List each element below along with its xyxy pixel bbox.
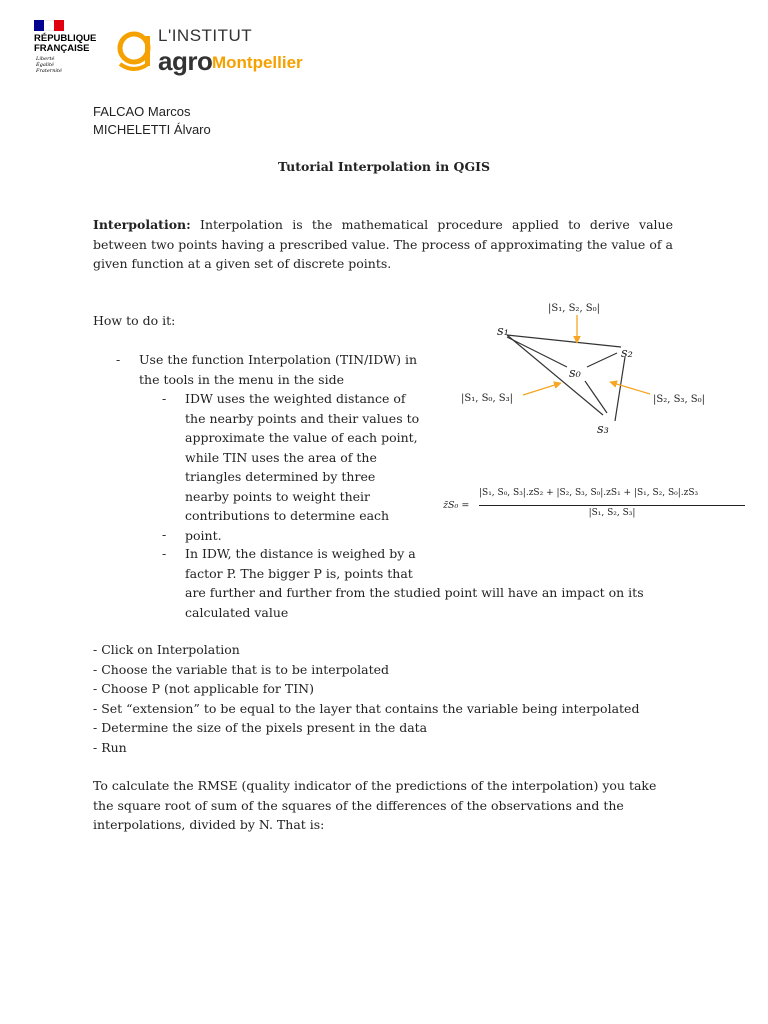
bullet-main-dash: -: [116, 352, 121, 367]
intro-text: Interpolation is the mathematical procedure applied to derive value between two points having a prescribed value. The process of approximating the value of a given function at a given set of discrete points.: [93, 217, 673, 271]
institut-agro-logo: [116, 20, 316, 78]
bullet-sub1-dash: -: [162, 391, 167, 406]
label-left: |S₁, S₀, S₃|: [461, 393, 514, 404]
agro-circle-icon: [116, 28, 156, 72]
author-1: FALCAO Marcos: [93, 104, 191, 119]
intro-paragraph: [93, 215, 673, 274]
institute-prefix: L'INSTITUT: [158, 26, 253, 45]
label-right: |S₂, S₃, S₀|: [653, 394, 706, 405]
edge-s0-s2: [587, 353, 617, 367]
arrow-left: [523, 383, 561, 395]
arrow-right: [610, 382, 650, 394]
bullet-sub1-text: IDW uses the weighted distance of the nearby points and their values to approximate the value of each point, while TIN uses the area of the triangles determined by three nearby points to weight their contributions to determine each point.: [185, 391, 420, 543]
edge-s0-s3: [585, 381, 607, 413]
french-flag-icon: [34, 20, 64, 31]
point-s0: s₀: [569, 366, 581, 381]
formula-denominator: |S₁, S₂, S₃|: [588, 508, 636, 518]
bullet-sub3-dash: -: [162, 546, 167, 561]
step-item: - Choose the variable that is to be interpolated: [93, 661, 390, 677]
edge-s2-s3: [615, 357, 625, 421]
tin-triangle-diagram: [445, 295, 735, 445]
bullet-sub3-text-a: In IDW, the distance is weighed by a factor P. The bigger P is, points that: [185, 546, 416, 581]
how-to-heading: How to do it:: [93, 313, 176, 328]
intro-term: Interpolation:: [93, 217, 191, 232]
institute-city: Montpellier: [212, 53, 303, 72]
fraction-bar: [479, 505, 745, 506]
rf-motto-3: Fraternité: [36, 68, 62, 74]
step-item: - Set “extension” to be equal to the layer that contains the variable being interpolated: [93, 700, 640, 716]
rf-line-2: FRANÇAISE: [34, 43, 90, 54]
point-s2: s₂: [621, 346, 633, 361]
republique-francaise-logo: [32, 18, 112, 80]
label-top: |S₁, S₂, S₀|: [548, 303, 601, 314]
rf-motto-2: Égalité: [36, 62, 54, 68]
rf-motto-1: Liberté: [36, 56, 55, 62]
bullet-sub2-dash: -: [162, 527, 167, 542]
formula-numerator: |S₁, S₀, S₃|.zS₂ + |S₂, S₃, S₀|.zS₁ + |S₁, S₂, S₀|.zS₃: [479, 488, 699, 498]
step-item: - Choose P (not applicable for TIN): [93, 681, 314, 696]
formula-lhs: z̃S₀ =: [443, 500, 470, 511]
edge-s1-s0: [507, 337, 567, 367]
step-item: - Determine the size of the pixels present in the data: [93, 720, 428, 735]
tin-formula: [443, 486, 748, 530]
rmse-paragraph: To calculate the RMSE (quality indicator of the predictions of the interpolation) you take the square root of sum of the squares of the differences of the observations and the interpolations, divided by N. That is:: [93, 778, 657, 832]
author-2: MICHELETTI Álvaro: [93, 122, 211, 137]
edge-s1-s3: [507, 335, 603, 415]
bullet-main-text: Use the function Interpolation (TIN/IDW) in the tools in the menu in the side: [139, 352, 418, 387]
institute-name: agro: [158, 46, 213, 76]
bullet-sub3-text-b: are further and further from the studied point will have an impact on its calculated value: [185, 585, 644, 620]
point-s3: s₃: [597, 422, 609, 437]
point-s1: s₁: [497, 324, 509, 339]
step-item: - Run: [93, 739, 127, 755]
step-item: - Click on Interpolation: [93, 642, 240, 657]
rf-line-1: RÉPUBLIQUE: [34, 33, 97, 44]
step-list: [93, 640, 639, 757]
document-title: Tutorial Interpolation in QGIS: [278, 159, 490, 174]
